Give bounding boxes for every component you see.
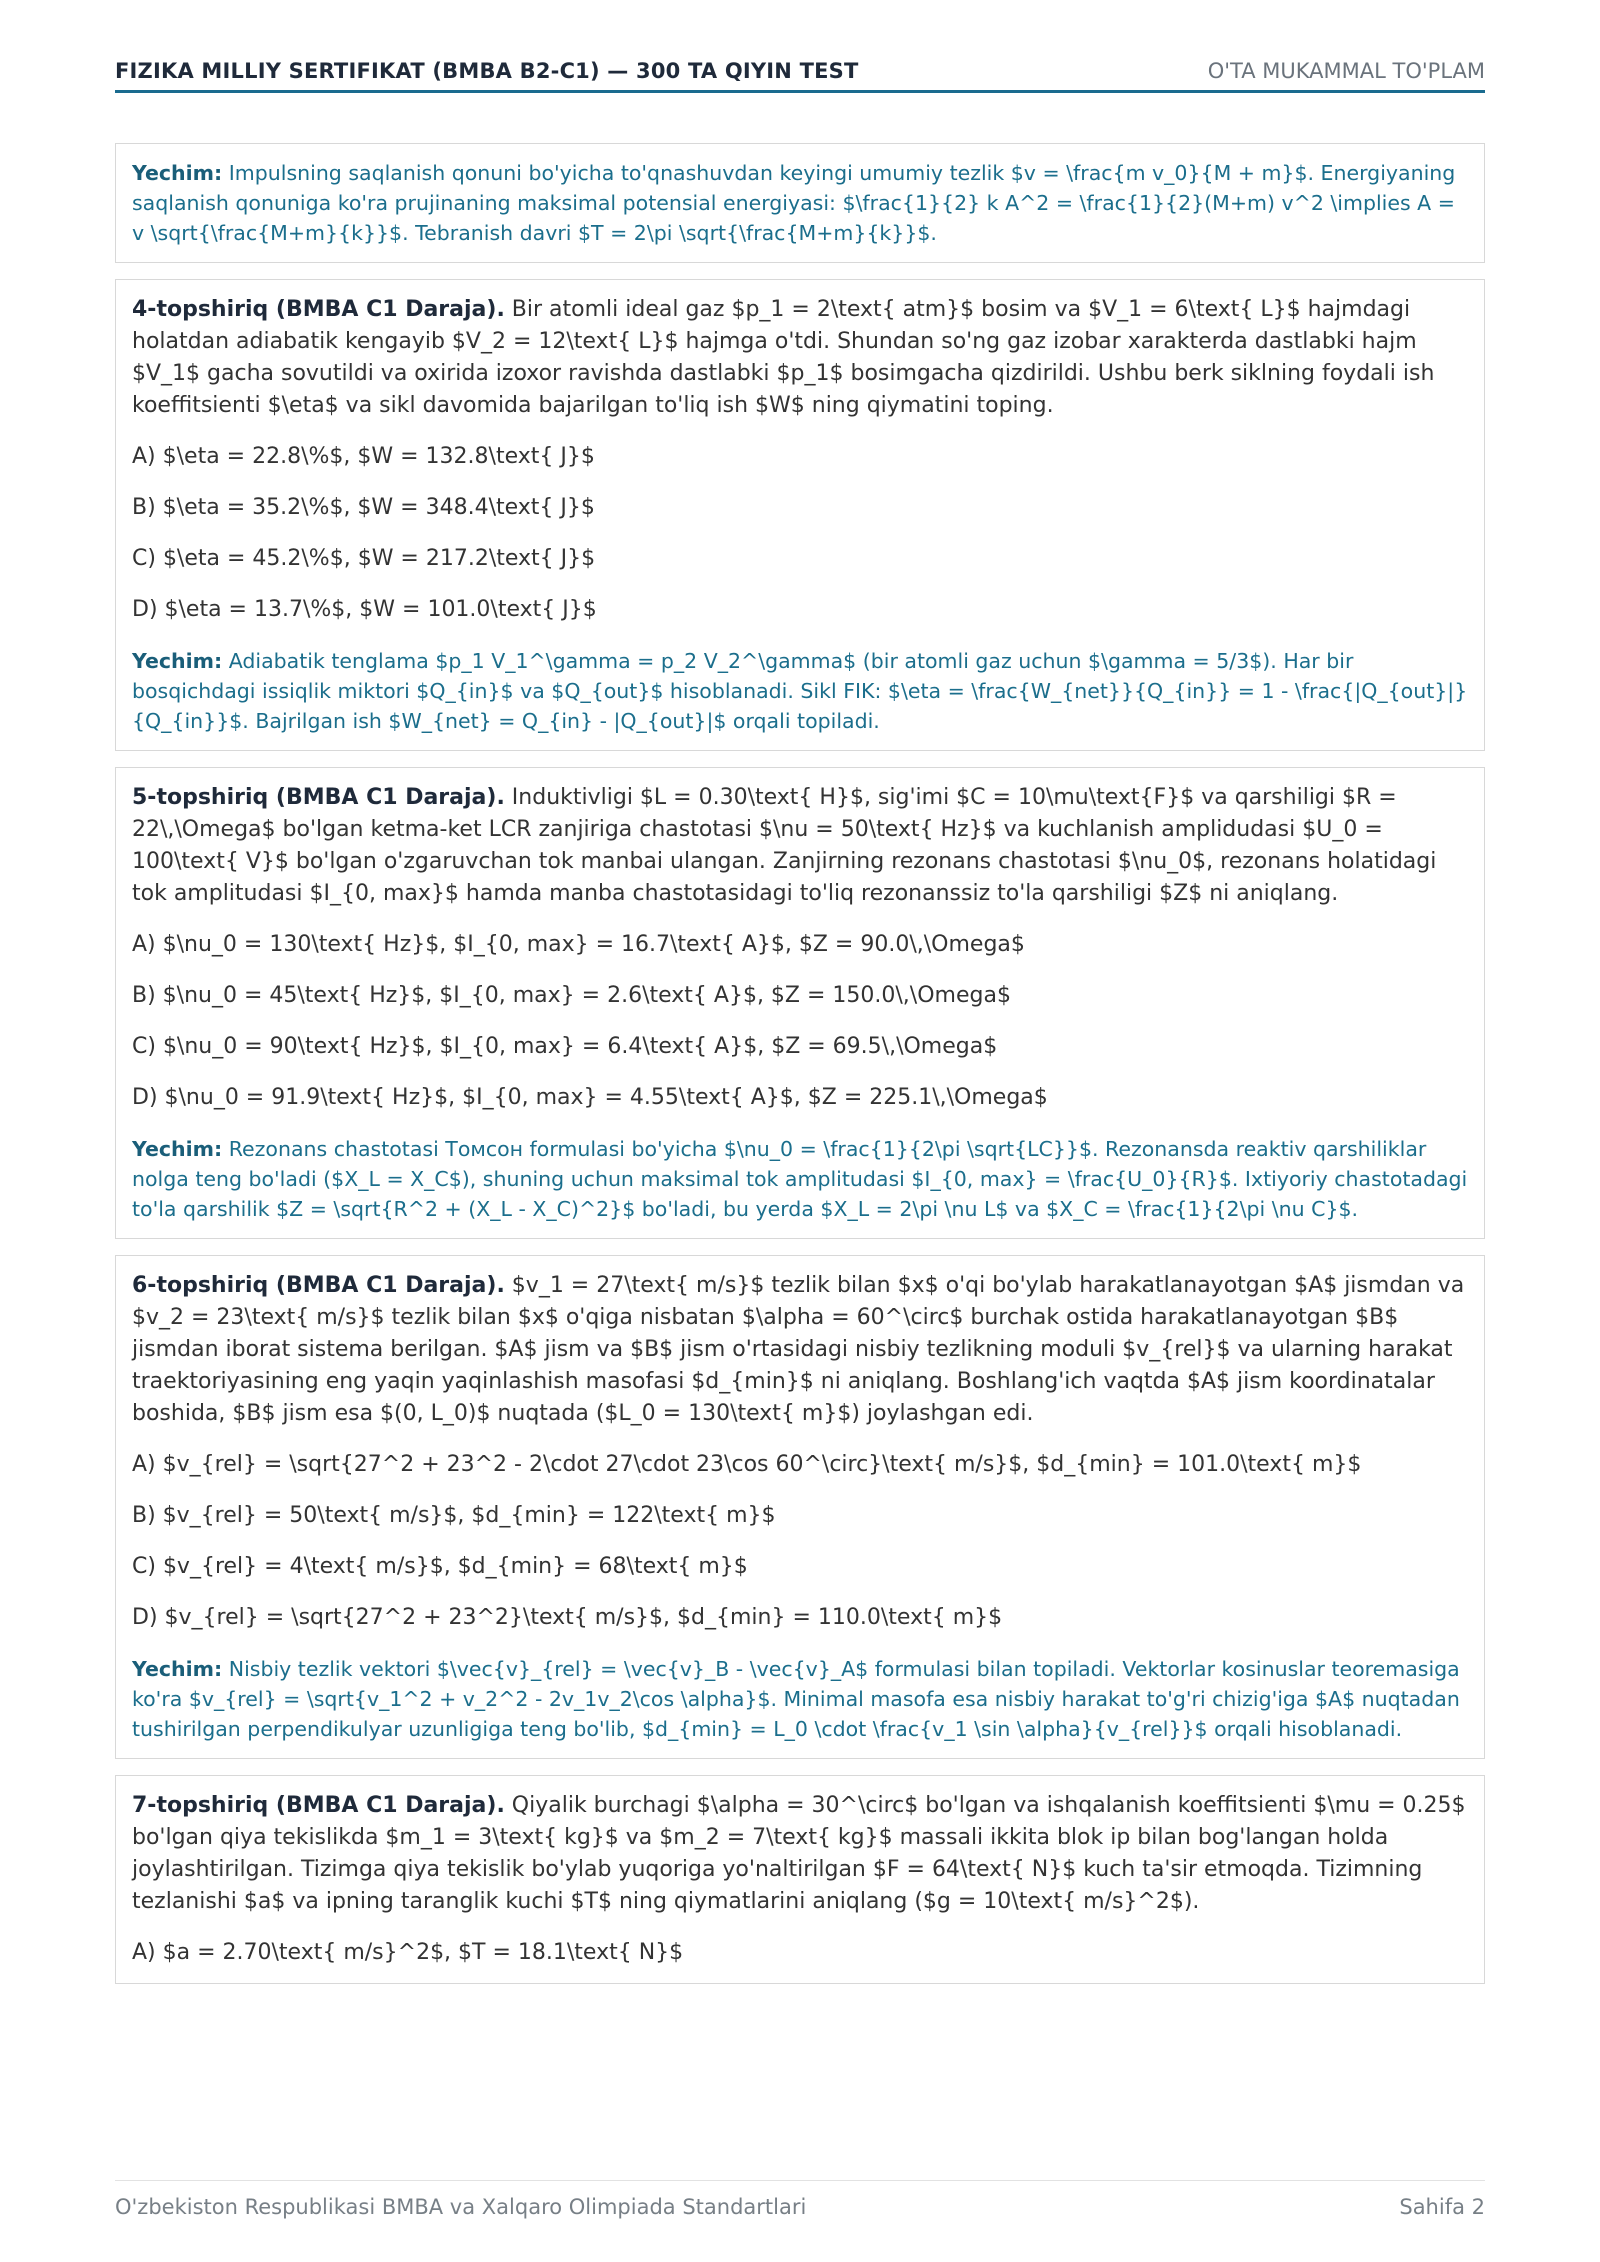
question-body: Induktivligi $L = 0.30\text{ H}$, sig'imi $C = 10\mu\text{F}$ va qarshiligi $R = 22\,\Omega$ bo'lgan ketma-ket LCR zanjiriga chastotasi $\nu = 50\text{ Hz}$ va kuchlanish amplidudasi $U_0 = 100\text{ V}$ bo'lgan o'zgaruvchan tok manbai ulangan. Zanjirning rezonans chastotasi $\nu_0$, rezonans holatidagi tok amplitudasi $I_{0, max}$ hamda manba chastotasidagi to'liq rezonanssiz to'la qarshiligi $Z$ ni aniqlang. [132, 785, 1437, 906]
question-6 [115, 1255, 1485, 1759]
option-a[interactable]: A) $\nu_0 = 130\text{ Hz}$, $I_{0, max} = 16.7\text{ A}$, $Z = 90.0\,\Omega$ [132, 932, 1025, 957]
page-content [115, 143, 1485, 2094]
question-text [132, 294, 1468, 422]
header-title: FIZIKA MILLIY SERTIFIKAT (BMBA B2-C1) — 300 TA QIYIN TEST [115, 59, 859, 83]
previous-solution-box [115, 143, 1485, 263]
question-text [132, 1790, 1468, 1918]
question-text [132, 1270, 1468, 1430]
question-solution [132, 1134, 1468, 1224]
option-b[interactable]: B) $v_{rel} = 50\text{ m/s}$, $d_{min} = 122\text{ m}$ [132, 1503, 776, 1528]
option-c[interactable]: C) $v_{rel} = 4\text{ m/s}$, $d_{min} = 68\text{ m}$ [132, 1554, 748, 1579]
solution-text: Adiabatik tenglama $p_1 V_1^\gamma = p_2 V_2^\gamma$ (bir atomli gaz uchun $\gamma = 5/3$). Har bir bosqichdagi issiqlik miktori $Q_{in}$ va $Q_{out}$ hisoblanadi. Sikl FIK: $\eta = \frac{W_{net}}{Q_{in}} = 1 - \frac{|Q_{out}|}{Q_{in}}$. Bajrilgan ish $W_{net} = Q_{in} - |Q_{out}|$ orqali topiladi. [132, 649, 1468, 733]
question-body: Qiyalik burchagi $\alpha = 30^\circ$ bo'lgan va ishqalanish koeffitsienti $\mu = 0.25$ bo'lgan qiya tekislikda $m_1 = 3\text{ kg}$ va $m_2 = 7\text{ kg}$ massali ikkita blok ip bilan bog'langan holda joylashtirilgan. Tizimga qiya tekislik bo'ylab yuqoriga yo'naltirilgan $F = 64\text{ N}$ kuch ta'sir etmoqda. Tizimning tezlanishi $a$ va ipning taranglik kuchi $T$ ning qiymatlarini aniqlang ($g = 10\text{ m/s}^2$). [132, 1793, 1466, 1914]
question-5 [115, 767, 1485, 1239]
question-title: 6-topshiriq (BMBA C1 Daraja). [132, 1273, 505, 1298]
question-body: Bir atomli ideal gaz $p_1 = 2\text{ atm}$ bosim va $V_1 = 6\text{ L}$ hajmdagi holatdan adiabatik kengayib $V_2 = 12\text{ L}$ hajmga o'tdi. Shundan so'ng gaz izobar xarakterda dastlabki hajm $V_1$ gacha sovutildi va oxirida izoxor ravishda dastlabki $p_1$ bosimgacha qizdirildi. Ushbu berk siklning foydali ish koeffitsienti $\eta$ va sikl davomida bajarilgan to'liq ish $W$ ning qiymatini toping. [132, 297, 1435, 418]
solution-label: Yechim: [132, 1657, 223, 1681]
option-d[interactable]: D) $v_{rel} = \sqrt{27^2 + 23^2}\text{ m/s}$, $d_{min} = 110.0\text{ m}$ [132, 1605, 1003, 1630]
option-b[interactable]: B) $\eta = 35.2\%$, $W = 348.4\text{ J}$ [132, 495, 595, 520]
question-7 [115, 1775, 1485, 1984]
option-a[interactable]: A) $\eta = 22.8\%$, $W = 132.8\text{ J}$ [132, 444, 595, 469]
solution-label: Yechim: [132, 161, 223, 185]
option-a[interactable]: A) $a = 2.70\text{ m/s}^2$, $T = 18.1\text{ N}$ [132, 1940, 684, 1965]
page-number: Sahifa 2 [1399, 2195, 1485, 2219]
solution-text: Nisbiy tezlik vektori $\vec{v}_{rel} = \vec{v}_B - \vec{v}_A$ formulasi bilan topiladi. Vektorlar kosinuslar teoremasiga ko'ra $v_{rel} = \sqrt{v_1^2 + v_2^2 - 2v_1v_2\cos \alpha}$. Minimal masofa esa nisbiy harakat to'g'ri chizig'iga $A$ nuqtadan tushirilgan perpendikulyar uzunligiga teng bo'lib, $d_{min} = L_0 \cdot \frac{v_1 \sin \alpha}{v_{rel}}$ orqali hisoblanadi. [132, 1657, 1460, 1741]
question-title: 7-topshiriq (BMBA C1 Daraja). [132, 1793, 505, 1818]
option-c[interactable]: C) $\eta = 45.2\%$, $W = 217.2\text{ J}$ [132, 546, 596, 571]
solution-text: Rezonans chastotasi Томсон formulasi bo'yicha $\nu_0 = \frac{1}{2\pi \sqrt{LC}}$. Rezonansda reaktiv qarshiliklar nolga teng bo'ladi ($X_L = X_C$), shuning uchun maksimal tok amplitudasi $I_{0, max} = \frac{U_0}{R}$. Ixtiyoriy chastotadagi to'la qarshilik $Z = \sqrt{R^2 + (X_L - X_C)^2}$ bo'ladi, bu yerda $X_L = 2\pi \nu L$ va $X_C = \frac{1}{2\pi \nu C}$. [132, 1137, 1468, 1221]
page-header [115, 52, 1485, 93]
page-footer [115, 2180, 1485, 2219]
question-title: 4-topshiriq (BMBA C1 Daraja). [132, 297, 505, 322]
question-text [132, 782, 1468, 910]
question-4 [115, 279, 1485, 751]
question-solution [132, 646, 1468, 736]
solution-label: Yechim: [132, 649, 223, 673]
option-a[interactable]: A) $v_{rel} = \sqrt{27^2 + 23^2 - 2\cdot 27\cdot 23\cos 60^\circ}\text{ m/s}$, $d_{min} = 101.0\text{ m}$ [132, 1452, 1362, 1477]
solution-text: Impulsning saqlanish qonuni bo'yicha to'qnashuvdan keyingi umumiy tezlik $v = \frac{m v_0}{M + m}$. Energiyaning saqlanish qonuniga ko'ra prujinaning maksimal potensial energiyasi: $\frac{1}{2} k A^2 = \frac{1}{2}(M+m) v^2 \implies A = v \sqrt{\frac{M+m}{k}}$. Tebranish davri $T = 2\pi \sqrt{\frac{M+m}{k}}$. [132, 161, 1456, 245]
option-d[interactable]: D) $\eta = 13.7\%$, $W = 101.0\text{ J}$ [132, 597, 597, 622]
header-subtitle: O'TA MUKAMMAL TO'PLAM [1207, 59, 1485, 83]
question-solution [132, 1654, 1468, 1744]
question-body: $v_1 = 27\text{ m/s}$ tezlik bilan $x$ o'qi bo'ylab harakatlanayotgan $A$ jismdan va $v_2 = 23\text{ m/s}$ tezlik bilan $x$ o'qiga nisbatan $\alpha = 60^\circ$ burchak ostida harakatlanayotgan $B$ jismdan iborat sistema berilgan. $A$ jism va $B$ jism o'rtasidagi nisbiy tezlikning moduli $v_{rel}$ va ularning harakat traektoriyasining eng yaqin yaqinlashish masofasi $d_{min}$ ni aniqlang. Boshlang'ich vaqtda $A$ jism koordinatalar boshida, $B$ jism esa $(0, L_0)$ nuqtada ($L_0 = 130\text{ m}$) joylashgan edi. [132, 1273, 1465, 1426]
option-b[interactable]: B) $\nu_0 = 45\text{ Hz}$, $I_{0, max} = 2.6\text{ A}$, $Z = 150.0\,\Omega$ [132, 983, 1011, 1008]
option-c[interactable]: C) $\nu_0 = 90\text{ Hz}$, $I_{0, max} = 6.4\text{ A}$, $Z = 69.5\,\Omega$ [132, 1034, 998, 1059]
option-d[interactable]: D) $\nu_0 = 91.9\text{ Hz}$, $I_{0, max} = 4.55\text{ A}$, $Z = 225.1\,\Omega$ [132, 1085, 1048, 1110]
solution-label: Yechim: [132, 1137, 223, 1161]
footer-source: O'zbekiston Respublikasi BMBA va Xalqaro Olimpiada Standartlari [115, 2195, 807, 2219]
previous-solution [132, 158, 1468, 248]
question-title: 5-topshiriq (BMBA C1 Daraja). [132, 785, 505, 810]
